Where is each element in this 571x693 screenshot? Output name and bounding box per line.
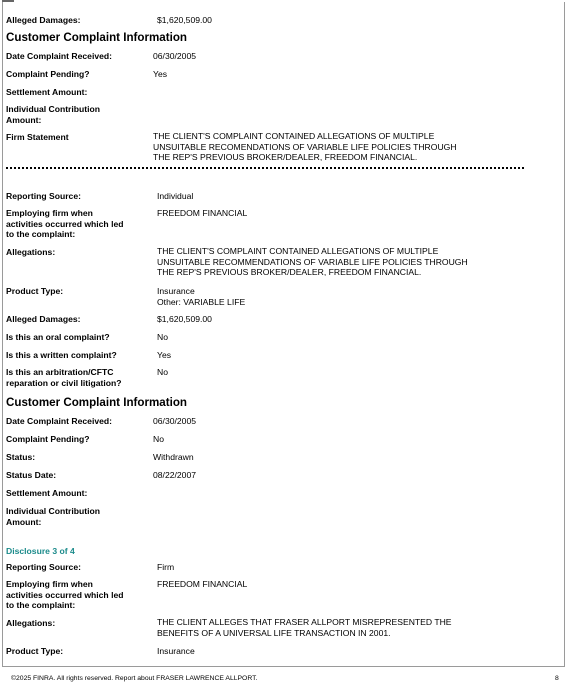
section-divider: [6, 167, 524, 169]
product-type-value: [157, 286, 552, 307]
employing-firm-value: FREEDOM FINANCIAL: [157, 579, 248, 589]
allegations-label: Allegations:: [6, 247, 56, 257]
allegations-line: THE CLIENT ALLEGES THAT FRASER ALLPORT MISREPRESENTED THE: [157, 617, 452, 627]
employing-firm-label: [6, 579, 146, 611]
date-complaint-received-value: 06/30/2005: [153, 416, 197, 426]
arbitration-label-line: reparation or civil litigation?: [6, 377, 122, 388]
complaint-pending-label: Complaint Pending?: [6, 434, 90, 444]
alleged-damages-value: $1,620,509.00: [157, 314, 212, 324]
disclosure-heading: Disclosure 3 of 4: [6, 546, 75, 556]
complaint-pending-value: No: [153, 434, 164, 444]
footer-copyright: ©2025 FINRA. All rights reserved. Report about FRASER LAWRENCE ALLPORT.: [11, 675, 258, 682]
individual-contribution-label: Individual Contribution Amount:: [6, 104, 101, 125]
firm-statement-line: UNSUITABLE RECOMENDATIONS OF VARIABLE LIFE POLICIES THROUGH: [153, 141, 457, 152]
product-type-value: Insurance: [157, 646, 195, 656]
employing-firm-label-line: Employing firm when: [6, 208, 93, 218]
allegations-line: BENEFITS OF A UNIVERSAL LIFE TRANSACTION IN 2001.: [157, 627, 391, 638]
arbitration-label-line: Is this an arbitration/CFTC: [6, 367, 114, 377]
firm-statement-line: THE REP'S PREVIOUS BROKER/DEALER, FREEDOM FINANCIAL.: [153, 152, 418, 162]
customer-complaint-heading: Customer Complaint Information: [6, 396, 187, 409]
product-type-line: Other: VARIABLE LIFE: [157, 296, 246, 307]
product-type-line: Insurance: [157, 286, 195, 296]
oral-complaint-label: Is this an oral complaint?: [6, 332, 110, 342]
reporting-source-value: Firm: [157, 562, 175, 572]
page-number: 8: [555, 675, 559, 682]
firm-statement-label: Firm Statement: [6, 132, 69, 142]
allegations-line: UNSUITABLE RECOMMENDATIONS OF VARIABLE LIFE POLICIES THROUGH: [157, 256, 468, 267]
employing-firm-label-line: Employing firm when: [6, 579, 93, 589]
allegations-text: [157, 617, 552, 638]
status-date-value: 08/22/2007: [153, 470, 197, 480]
employing-firm-label-line: activities occurred which led: [6, 218, 124, 229]
status-date-label: Status Date:: [6, 470, 57, 480]
product-type-label: Product Type:: [6, 286, 64, 296]
allegations-line: THE REP'S PREVIOUS BROKER/DEALER, FREEDOM FINANCIAL.: [157, 267, 422, 277]
arbitration-label: [6, 367, 146, 388]
complaint-pending-value: Yes: [153, 69, 168, 79]
customer-complaint-heading: Customer Complaint Information: [6, 31, 187, 44]
alleged-damages-value: $1,620,509.00: [157, 15, 212, 25]
settlement-amount-label: Settlement Amount:: [6, 87, 88, 97]
employing-firm-value: FREEDOM FINANCIAL: [157, 208, 248, 218]
status-label: Status:: [6, 452, 36, 462]
individual-contribution-label-line: Amount:: [6, 516, 42, 527]
alleged-damages-label: Alleged Damages:: [6, 15, 81, 25]
employing-firm-label-line: to the complaint:: [6, 229, 76, 239]
alleged-damages-label: Alleged Damages:: [6, 314, 81, 324]
oral-complaint-value: No: [157, 332, 168, 342]
firm-statement-text: [153, 131, 548, 163]
complaint-pending-label: Complaint Pending?: [6, 69, 90, 79]
employing-firm-label: [6, 208, 146, 240]
firm-statement-line: THE CLIENT'S COMPLAINT CONTAINED ALLEGATIONS OF MULTIPLE: [153, 131, 435, 141]
reporting-source-value: Individual: [157, 191, 194, 201]
reporting-source-label: Reporting Source:: [6, 191, 81, 201]
settlement-amount-label: Settlement Amount:: [6, 488, 88, 498]
allegations-label: Allegations:: [6, 618, 56, 628]
status-value: Withdrawn: [153, 452, 194, 462]
reporting-source-label: Reporting Source:: [6, 562, 81, 572]
date-complaint-received-label: Date Complaint Received:: [6, 416, 113, 426]
allegations-text: [157, 246, 552, 278]
date-complaint-received-label: Date Complaint Received:: [6, 51, 113, 61]
employing-firm-label-line: activities occurred which led: [6, 589, 124, 600]
individual-contribution-label-line: Individual Contribution: [6, 506, 101, 516]
date-complaint-received-value: 06/30/2005: [153, 51, 197, 61]
written-complaint-label: Is this a written complaint?: [6, 350, 117, 360]
individual-contribution-label: [6, 506, 146, 527]
employing-firm-label-line: to the complaint:: [6, 600, 76, 610]
arbitration-value: No: [157, 367, 168, 377]
product-type-label: Product Type:: [6, 646, 64, 656]
allegations-line: THE CLIENT'S COMPLAINT CONTAINED ALLEGATIONS OF MULTIPLE: [157, 246, 439, 256]
written-complaint-value: Yes: [157, 350, 172, 360]
